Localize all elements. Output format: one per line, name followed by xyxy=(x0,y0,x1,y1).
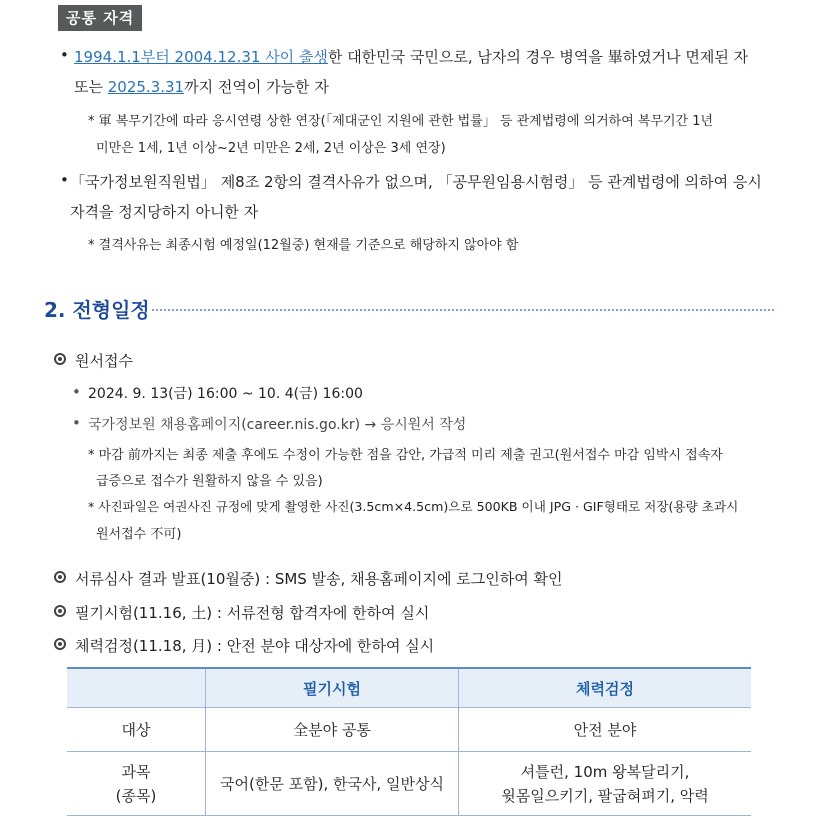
circle-bullet-icon xyxy=(54,605,66,617)
application-title: 원서접수 xyxy=(75,352,133,370)
item1-line1 xyxy=(74,46,748,67)
written-exam-item: 필기시험(11.16, 土) : 서류전형 합격자에 한하여 실시 xyxy=(75,604,430,622)
item1-note-line2: 미만은 1세, 1년 이상~2년 미만은 2세, 2년 이상은 3세 연장) xyxy=(96,141,446,156)
subject-label-line1: 과목 xyxy=(121,762,151,781)
table-cell: 대상 xyxy=(67,708,206,752)
table-header-empty xyxy=(67,668,206,708)
document-review-item: 서류심사 결과 발표(10월중) : SMS 발송, 채용홈페이지에 로그인하여 확인 xyxy=(75,570,563,588)
table-cell xyxy=(459,752,752,816)
application-note1-line1: * 마감 前까지는 최종 제출 후에도 수정이 가능한 점을 감안, 가급적 미리 제출 권고(원서접수 마감 임박시 접속자 xyxy=(88,448,723,463)
application-note2-line2: 원서접수 不可) xyxy=(96,527,182,542)
circle-bullet-icon xyxy=(54,638,66,650)
application-site: 국가정보원 채용홈페이지(career.nis.go.kr) → 응시원서 작성 xyxy=(88,417,467,433)
physical-events-line1: 셔틀런, 10m 왕복달리기, xyxy=(520,762,690,781)
bullet-dot: • xyxy=(72,383,81,401)
common-qualification-badge: 공통 자격 xyxy=(58,5,142,31)
circle-bullet-icon xyxy=(54,571,66,583)
table-row xyxy=(67,752,751,816)
item1-note-line1: * 軍 복무기간에 따라 응시연령 상한 연장(「제대군인 지원에 관한 법률」 등 관계법령에 의거하여 복무기간 1년 xyxy=(88,114,714,129)
table-cell xyxy=(67,752,206,816)
table-cell: 全분야 공통 xyxy=(206,708,459,752)
table-cell: 안전 분야 xyxy=(459,708,752,752)
application-note1-line2: 급증으로 접수가 원활하지 않을 수 있음) xyxy=(96,474,323,489)
discharge-date-link: 2025.3.31 xyxy=(107,78,185,96)
table-row xyxy=(67,708,751,752)
bullet-dot: • xyxy=(60,171,69,189)
item1-line1-rest: 한 대한민국 국민으로, 남자의 경우 병역을 畢하였거나 면제된 자 xyxy=(327,48,749,66)
circle-bullet-icon xyxy=(54,353,66,365)
table-header-written: 필기시험 xyxy=(206,668,459,708)
table-header-row xyxy=(67,668,751,708)
item1-line2 xyxy=(74,76,329,97)
section-title: 2. 전형일정 xyxy=(44,298,150,322)
application-note2-line1: * 사진파일은 여권사진 규정에 맞게 촬영한 사진(3.5cm×4.5cm)으로 500KB 이내 JPG · GIF형태로 저장(용량 초과시 xyxy=(88,499,739,514)
physical-events-line2: 윗몸일으키기, 팔굽혀펴기, 악력 xyxy=(501,786,709,805)
physical-test-item: 체력검정(11.18, 月) : 안전 분야 대상자에 한하여 실시 xyxy=(75,637,435,655)
item2-line1: 「국가정보원직원법」 제8조 2항의 결격사유가 없으며, 「공무원임용시험령」 등 관계법령에 의하여 응시 xyxy=(70,173,762,191)
birth-range-link: 1994.1.1부터 2004.12.31 사이 출생 xyxy=(74,48,328,66)
application-period: 2024. 9. 13(금) 16:00 ~ 10. 4(금) 16:00 xyxy=(88,386,363,402)
bullet-dot: • xyxy=(72,414,81,432)
table-cell: 국어(한문 포함), 한국사, 일반상식 xyxy=(206,752,459,816)
item2-note: * 결격사유는 최종시험 예정일(12월중) 현재를 기준으로 해당하지 않아야 함 xyxy=(88,238,519,253)
table-header-physical: 체력검정 xyxy=(459,668,752,708)
schedule-table xyxy=(67,667,751,816)
section-divider xyxy=(152,309,774,311)
bullet-dot: • xyxy=(60,46,69,64)
item2-line2: 자격을 정지당하지 아니한 자 xyxy=(70,203,259,221)
item1-line2-rest: 까지 전역이 가능한 자 xyxy=(184,78,329,96)
item1-line2-prefix: 또는 xyxy=(74,78,108,96)
subject-label-line2: (종목) xyxy=(115,786,157,805)
